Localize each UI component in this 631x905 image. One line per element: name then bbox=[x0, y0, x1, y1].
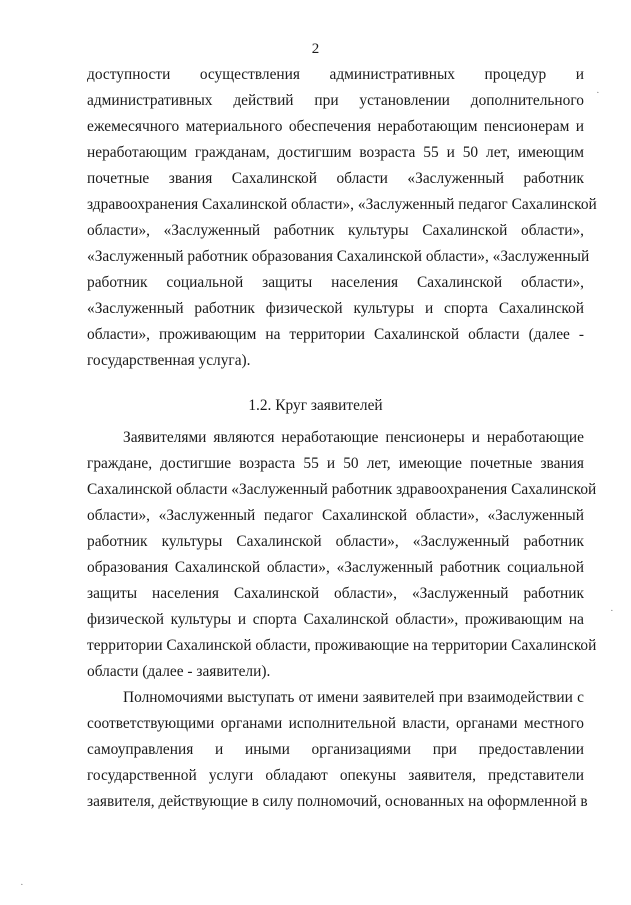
text-line: административных действий при установлении дополнительного bbox=[87, 92, 584, 109]
text-line: «Заслуженный работник физической культуры и спорта Сахалинской bbox=[87, 300, 584, 317]
text-line: области», «Заслуженный работник культуры Сахалинской области», bbox=[87, 222, 584, 239]
paragraph-1 bbox=[87, 62, 597, 374]
text-line: заявителя, действующие в силу полномочий, основанных на оформленной в bbox=[87, 793, 588, 810]
text-line: государственная услуга). bbox=[87, 352, 251, 369]
paragraph-2 bbox=[87, 425, 597, 685]
text-line: работник культуры Сахалинской области», «Заслуженный работник bbox=[87, 533, 584, 550]
text-line: образования Сахалинской области», «Заслуженный работник социальной bbox=[87, 559, 584, 576]
text-line: Полномочиями выступать от имени заявителей при взаимодействии с bbox=[123, 689, 584, 706]
text-line: области (далее - заявители). bbox=[87, 663, 271, 680]
text-line: неработающим гражданам, достигшим возраста 55 и 50 лет, имеющим bbox=[87, 144, 584, 161]
text-line: доступности осуществления административных процедур и bbox=[87, 66, 584, 83]
text-line: граждане, достигшие возраста 55 и 50 лет, имеющие почетные звания bbox=[87, 455, 584, 472]
scan-speck: · bbox=[610, 605, 614, 617]
scan-speck: · bbox=[596, 87, 600, 99]
text-line: Сахалинской области «Заслуженный работник здравоохранения Сахалинской bbox=[87, 481, 597, 498]
section-heading: 1.2. Круг заявителей bbox=[248, 397, 383, 414]
text-line: самоуправления и иными организациями при предоставлении bbox=[87, 741, 584, 758]
page-number: 2 bbox=[311, 41, 320, 57]
text-line: Заявителями являются неработающие пенсионеры и неработающие bbox=[123, 429, 584, 446]
text-line: защиты населения Сахалинской области», «Заслуженный работник bbox=[87, 585, 584, 602]
text-line: области», проживающим на территории Сахалинской области (далее - bbox=[87, 326, 584, 343]
text-line: территории Сахалинской области, проживающие на территории Сахалинской bbox=[87, 637, 597, 654]
paragraph-3 bbox=[87, 685, 588, 815]
text-line: ежемесячного материального обеспечения неработающим пенсионерам и bbox=[87, 118, 584, 135]
text-line: области», «Заслуженный педагог Сахалинской области», «Заслуженный bbox=[87, 507, 584, 524]
text-line: работник социальной защиты населения Сахалинской области», bbox=[87, 274, 584, 291]
text-line: физической культуры и спорта Сахалинской области», проживающим на bbox=[87, 611, 584, 628]
text-line: государственной услуги обладают опекуны заявителя, представители bbox=[87, 767, 584, 784]
text-line: здравоохранения Сахалинской области», «Заслуженный педагог Сахалинской bbox=[87, 196, 597, 213]
scan-speck: · bbox=[20, 879, 24, 891]
text-line: почетные звания Сахалинской области «Заслуженный работник bbox=[87, 170, 584, 187]
text-line: «Заслуженный работник образования Сахалинской области», «Заслуженный bbox=[87, 248, 590, 265]
text-line: соответствующими органами исполнительной власти, органами местного bbox=[87, 715, 584, 732]
